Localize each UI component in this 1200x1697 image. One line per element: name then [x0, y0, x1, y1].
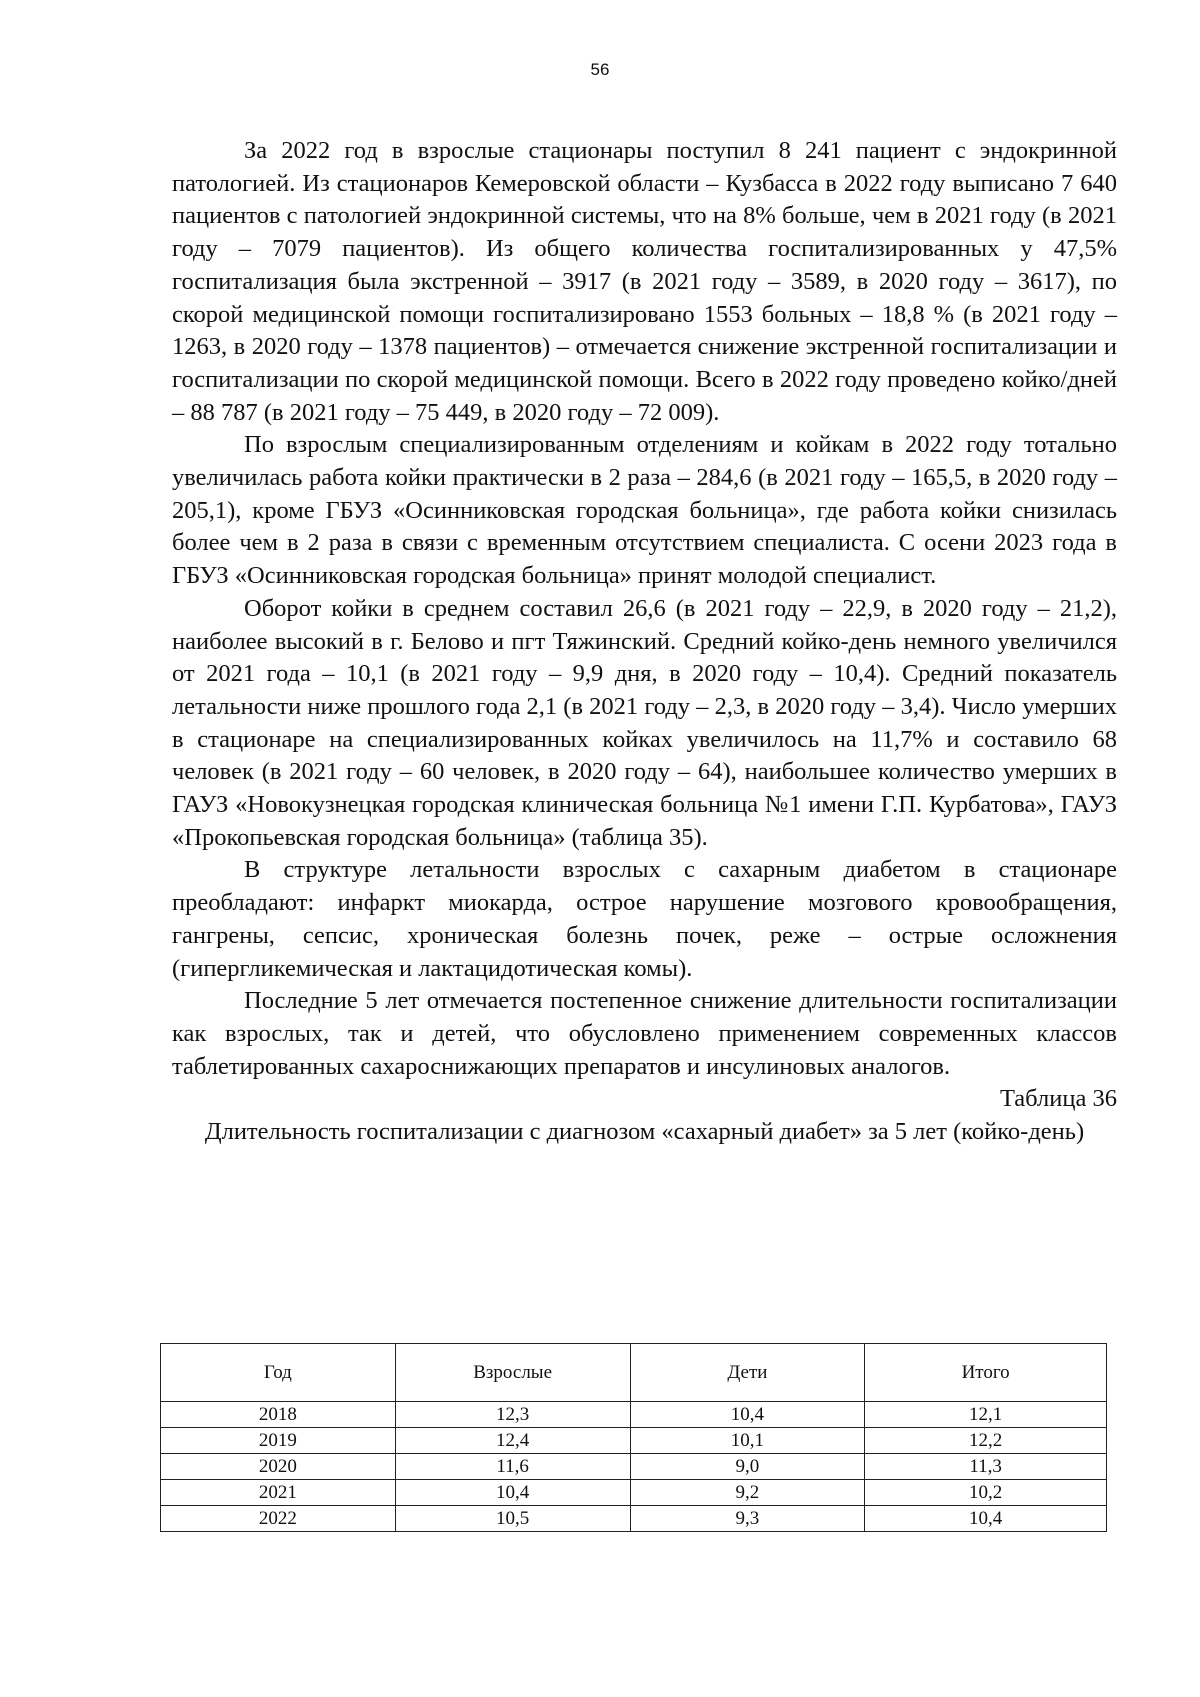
- table-row: [161, 1506, 1107, 1532]
- cell-total: 12,2: [865, 1428, 1107, 1454]
- paragraph-bed-turnover: Оборот койки в среднем составил 26,6 (в 2021 году – 22,9, в 2020 году – 21,2), наиболее высокий в г. Белово и пгт Тяжинский. Средний койко-день немного увеличился от 2021 года – 10,1 (в 2021 году – 9,9 дня, в 2020 году – 10,4). Средний показатель летальности ниже прошлого года 2,1 (в 2021 году – 2,3, в 2020 году – 3,4). Число умерших в стационаре на специализированных койках увеличилось на 11,7% и составило 68 человек (в 2021 году – 60 человек, в 2020 году – 64), наибольшее количество умерших в ГАУЗ «Новокузнецкая городская клиническая больница №1 имени Г.П. Курбатова», ГАУЗ «Прокопьевская городская больница» (таблица 35).: [172, 594, 1117, 851]
- column-header-children: Дети: [630, 1344, 865, 1402]
- cell-children: 9,0: [630, 1454, 865, 1480]
- hospitalization-duration-table: [160, 1343, 1107, 1532]
- table-header-row: [161, 1344, 1107, 1402]
- cell-year: 2020: [161, 1454, 396, 1480]
- paragraph-bed-work: По взрослым специализированным отделениям и койкам в 2022 году тотально увеличилась работа койки практически в 2 раза – 284,6 (в 2021 году – 165,5, в 2020 году – 205,1), кроме ГБУЗ «Осинниковская городская больница», где работа койки снизилась более чем в 2 раза в связи с временным отсутствием специалиста. С осени 2023 года в ГБУЗ «Осинниковская городская больница» принят молодой специалист.: [172, 431, 1117, 590]
- cell-adults: 12,3: [395, 1402, 630, 1428]
- cell-adults: 10,5: [395, 1506, 630, 1532]
- paragraph-mortality-structure: В структуре летальности взрослых с сахарным диабетом в стационаре преобладают: инфаркт миокарда, острое нарушение мозгового кровообращения, гангрены, сепсис, хроническая болезнь почек, реже – острые осложнения (гипергликемическая и лактацидотическая комы).: [172, 856, 1117, 982]
- paragraph-hospitalization-trend: Последние 5 лет отмечается постепенное снижение длительности госпитализации как взрослых, так и детей, что обусловлено применением современных классов таблетированных сахароснижающих препаратов и инсулиновых аналогов.: [172, 987, 1117, 1080]
- cell-year: 2019: [161, 1428, 396, 1454]
- column-header-adults: Взрослые: [395, 1344, 630, 1402]
- table-row: [161, 1428, 1107, 1454]
- cell-total: 10,2: [865, 1480, 1107, 1506]
- cell-children: 9,2: [630, 1480, 865, 1506]
- cell-total: 10,4: [865, 1506, 1107, 1532]
- cell-total: 11,3: [865, 1454, 1107, 1480]
- cell-children: 9,3: [630, 1506, 865, 1532]
- table-title: Длительность госпитализации с диагнозом «сахарный диабет» за 5 лет (койко-день): [204, 1118, 1085, 1146]
- cell-year: 2021: [161, 1480, 396, 1506]
- body-text: [172, 135, 1117, 1149]
- page-number: 56: [590, 60, 610, 79]
- cell-adults: 11,6: [395, 1454, 630, 1480]
- table-row: [161, 1454, 1107, 1480]
- table-row: [161, 1480, 1107, 1506]
- column-header-year: Год: [161, 1344, 396, 1402]
- paragraph-admissions: За 2022 год в взрослые стационары поступил 8 241 пациент с эндокринной патологией. Из стационаров Кемеровской области – Кузбасса в 2022 году выписано 7 640 пациентов с патологией эндокринной системы, что на 8% больше, чем в 2021 году (в 2021 году – 7079 пациентов). Из общего количества госпитализированных у 47,5% госпитализация была экстренной – 3917 (в 2021 году – 3589, в 2020 году – 3617), по скорой медицинской помощи госпитализировано 1553 больных – 18,8 % (в 2021 году – 1263, в 2020 году – 1378 пациентов) – отмечается снижение экстренной госпитализации и госпитализации по скорой медицинской помощи. Всего в 2022 году проведено койко/дней – 88 787 (в 2021 году – 75 449, в 2020 году – 72 009).: [172, 137, 1117, 426]
- cell-adults: 12,4: [395, 1428, 630, 1454]
- table-row: [161, 1402, 1107, 1428]
- cell-year: 2022: [161, 1506, 396, 1532]
- cell-year: 2018: [161, 1402, 396, 1428]
- table-number: Таблица 36: [999, 1085, 1117, 1113]
- cell-children: 10,1: [630, 1428, 865, 1454]
- cell-children: 10,4: [630, 1402, 865, 1428]
- column-header-total: Итого: [865, 1344, 1107, 1402]
- cell-adults: 10,4: [395, 1480, 630, 1506]
- cell-total: 12,1: [865, 1402, 1107, 1428]
